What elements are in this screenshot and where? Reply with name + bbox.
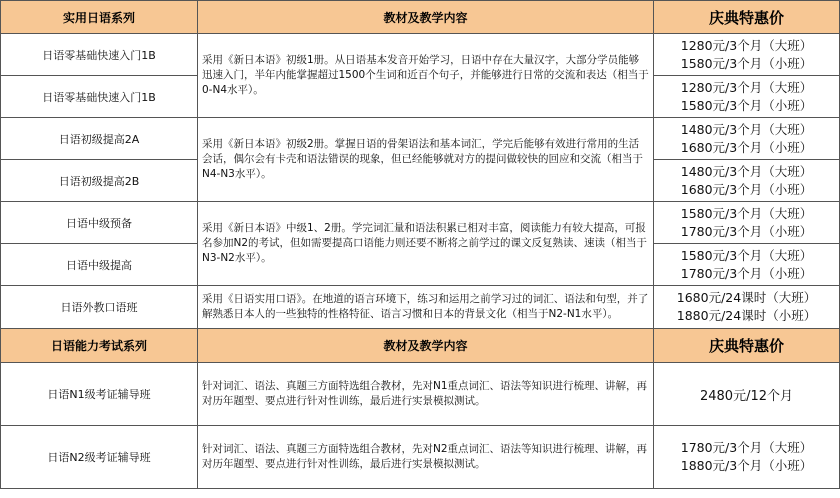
table-row <box>1 34 840 76</box>
section1-price-header: 庆典特惠价 <box>654 1 840 34</box>
table-row <box>1 202 840 244</box>
course-price <box>654 76 840 118</box>
course-name: 日语N2级考证辅导班 <box>1 426 198 489</box>
table-row <box>1 363 840 426</box>
course-name: 日语初级提高2A <box>1 118 198 160</box>
price-line: 2480元/12个月 <box>699 388 793 404</box>
course-price <box>654 286 840 329</box>
course-description: 针对词汇、语法、真题三方面特选组合教材，先对N1重点词汇、语法等知识进行梳理、讲解，再对历年题型、要点进行针对性训练，最后进行实景模拟测试。 <box>198 363 654 426</box>
price-line: 1880元/24课时（小班） <box>676 308 817 323</box>
course-name: 日语中级预备 <box>1 202 198 244</box>
course-price <box>654 160 840 202</box>
course-name: 日语中级提高 <box>1 244 198 286</box>
price-line: 1580元/3个月（大班） <box>680 247 813 263</box>
course-price <box>654 426 840 489</box>
price-line: 1280元/3个月（大班） <box>680 79 813 95</box>
course-price <box>654 244 840 286</box>
table-row <box>1 118 840 160</box>
course-name: 日语零基础快速入门1B <box>1 34 198 76</box>
course-name: 日语零基础快速入门1B <box>1 76 198 118</box>
price-line: 1580元/3个月（小班） <box>680 97 813 113</box>
price-line: 1480元/3个月（大班） <box>680 163 813 179</box>
price-line: 1880元/3个月（小班） <box>680 458 813 473</box>
section1-content-header: 教材及教学内容 <box>198 1 654 34</box>
section2-course-header: 日语能力考试系列 <box>1 329 198 363</box>
price-line: 1480元/3个月（大班） <box>680 121 813 137</box>
price-line: 1580元/3个月（小班） <box>680 55 813 71</box>
price-line: 1780元/3个月（小班） <box>680 223 813 239</box>
course-price <box>654 118 840 160</box>
price-line: 1680元/3个月（小班） <box>680 181 813 197</box>
course-name: 日语N1级考证辅导班 <box>1 363 198 426</box>
course-description: 针对词汇、语法、真题三方面特选组合教材，先对N2重点词汇、语法等知识进行梳理、讲解，再对历年题型、要点进行针对性训练，最后进行实景模拟测试。 <box>198 426 654 489</box>
section2-header-row <box>1 329 840 363</box>
course-name: 日语初级提高2B <box>1 160 198 202</box>
course-price <box>654 34 840 76</box>
course-description: 采用《新日本语》中级1、2册。学完词汇量和语法积累已相对丰富，阅读能力有较大提高，可报名参加N2的考试，但如需要提高口语能力则还要不断将之前学过的课文反复熟读、速读（相当于N3-N2水平）。 <box>198 202 654 286</box>
price-line: 1680元/24课时（大班） <box>676 290 817 305</box>
table-row <box>1 426 840 489</box>
course-description: 采用《日语实用口语》。在地道的语言环境下，练习和运用之前学习过的词汇、语法和句型，并了解熟悉日本人的一些独特的性格特征、语言习惯和日本的背景文化（相当于N2-N1水平）。 <box>198 286 654 329</box>
section2-content-header: 教材及教学内容 <box>198 329 654 363</box>
table-row <box>1 286 840 329</box>
course-description: 采用《新日本语》初级2册。掌握日语的骨架语法和基本词汇，学完后能够有效进行常用的生活会话，偶尔会有卡壳和语法错误的现象，但已经能够就对方的提问做较快的回应和交流（相当于N4-N3水平）。 <box>198 118 654 202</box>
section2-price-header: 庆典特惠价 <box>654 329 840 363</box>
price-line: 1580元/3个月（大班） <box>680 205 813 221</box>
price-line: 1780元/3个月（大班） <box>680 440 813 455</box>
price-line: 1680元/3个月（小班） <box>680 139 813 155</box>
course-price <box>654 202 840 244</box>
section1-course-header: 实用日语系列 <box>1 1 198 34</box>
course-description: 采用《新日本语》初级1册。从日语基本发音开始学习，日语中存在大量汉字，大部分学员能够迅速入门，半年内能掌握超过1500个生词和近百个句子，并能够进行日常的交流和表达（相当于0-N4水平）。 <box>198 34 654 118</box>
section1-header-row <box>1 1 840 34</box>
course-name: 日语外教口语班 <box>1 286 198 329</box>
course-price <box>654 363 840 426</box>
price-line: 1280元/3个月（大班） <box>680 37 813 53</box>
price-line: 1780元/3个月（小班） <box>680 265 813 281</box>
